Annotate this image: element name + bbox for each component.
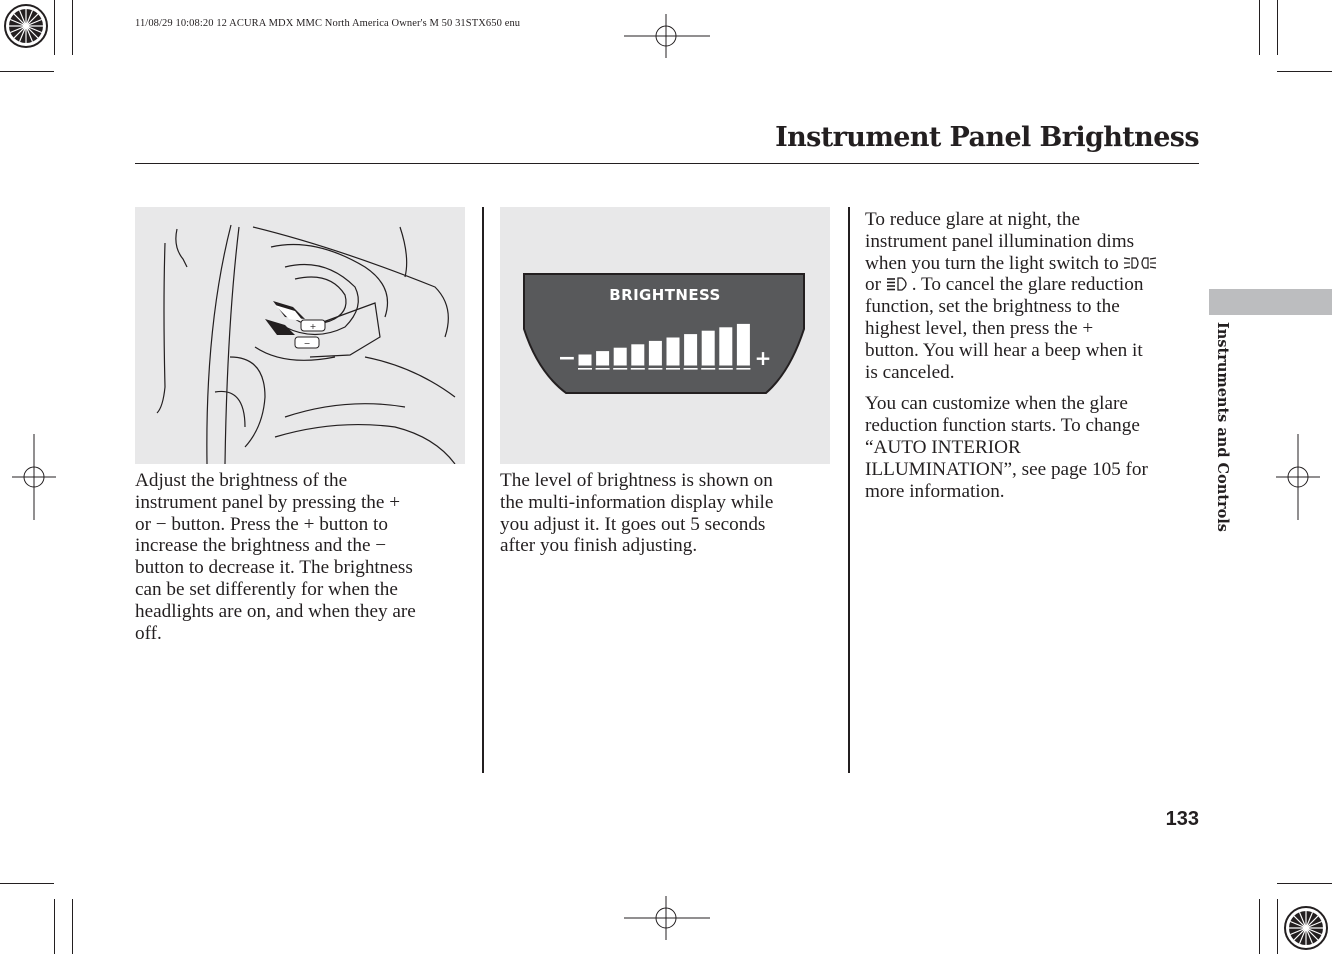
- text-line: headlights are on, and when they are: [135, 600, 416, 622]
- text-line: instrument panel by pressing the +: [135, 491, 401, 513]
- brightness-level-underline: [719, 368, 733, 370]
- text-line: more information.: [865, 480, 1005, 502]
- text-line: highest level, then press the +: [865, 317, 1094, 339]
- brightness-level-underline: [684, 368, 698, 370]
- crosshair-icon: [1276, 434, 1320, 520]
- text-line: after you finish adjusting.: [500, 535, 698, 557]
- column-3-text: [865, 209, 1205, 502]
- brightness-level-underline: [578, 368, 592, 370]
- crosshair-icon: [624, 896, 710, 940]
- section-tab-label: Instruments and Controls: [1214, 322, 1231, 532]
- brightness-level-bar: [597, 352, 609, 365]
- brightness-level-underline: [613, 368, 627, 370]
- brightness-level-underline: [648, 368, 662, 370]
- text-span: . To cancel the glare reduction: [911, 274, 1144, 296]
- crosshair-icon: [624, 14, 710, 58]
- brightness-level-bar: [614, 348, 626, 365]
- brightness-level-underline: [701, 368, 715, 370]
- text-line: is canceled.: [865, 361, 955, 383]
- display-brightness-label: BRIGHTNESS: [609, 286, 721, 304]
- text-line: can be set differently for when the: [135, 578, 398, 600]
- column-divider: [482, 207, 484, 773]
- text-line: The level of brightness is shown on: [500, 470, 773, 491]
- text-line: button to decrease it. The brightness: [135, 557, 413, 579]
- column-1-text: [135, 470, 475, 644]
- text-line: To reduce glare at night, the: [865, 209, 1080, 230]
- section-tab: [1209, 289, 1332, 315]
- text-line: the multi-information display while: [500, 491, 774, 513]
- page-number: 133: [1165, 808, 1199, 830]
- text-line: or − button. Press the + button to: [135, 513, 388, 535]
- registration-mark-icon: [3, 3, 49, 49]
- text-line: ILLUMINATION”, see page 105 for: [865, 458, 1148, 480]
- brightness-plus-button-label: +: [309, 322, 317, 331]
- brightness-level-bar: [632, 345, 644, 365]
- text-line: Adjust the brightness of the: [135, 470, 348, 491]
- brightness-level-bar: [667, 338, 679, 365]
- text-span: or: [865, 274, 886, 296]
- text-line: [865, 253, 1205, 275]
- display-plus-symbol: +: [754, 346, 772, 370]
- headlights-icon: [886, 276, 912, 292]
- dash-button-illustration: [135, 207, 465, 464]
- brightness-level-underline: [666, 368, 680, 370]
- text-line: button. You will hear a beep when it: [865, 339, 1143, 361]
- brightness-minus-button-label: −: [303, 339, 311, 348]
- title-rule: [135, 163, 1199, 164]
- brightness-level-underline: [596, 368, 610, 370]
- registration-mark-icon: [1283, 905, 1329, 951]
- brightness-level-bar: [685, 335, 697, 365]
- text-line: off.: [135, 622, 162, 644]
- text-line: [865, 274, 1205, 296]
- text-line: You can customize when the glare: [865, 393, 1128, 415]
- brightness-level-bar: [737, 324, 749, 365]
- display-panel: [500, 207, 830, 464]
- text-line: increase the brightness and the −: [135, 535, 387, 557]
- brightness-level-bar: [579, 355, 591, 365]
- text-line: “AUTO INTERIOR: [865, 436, 1021, 458]
- text-line: you adjust it. It goes out 5 seconds: [500, 513, 766, 535]
- text-span: when you turn the light switch to: [865, 252, 1124, 274]
- brightness-level-underline: [736, 368, 750, 370]
- display-minus-symbol: −: [557, 346, 577, 371]
- brightness-level-bar: [702, 331, 714, 365]
- column-divider: [848, 207, 850, 773]
- text-line: function, set the brightness to the: [865, 296, 1120, 318]
- parking-lights-icon: [1123, 255, 1157, 271]
- brightness-level-bar: [720, 328, 732, 365]
- brightness-display-illustration: [500, 207, 830, 464]
- print-slug: 11/08/29 10:08:20 12 ACURA MDX MMC North America Owner's M 50 31STX650 enu: [135, 18, 521, 29]
- text-line: instrument panel illumination dims: [865, 230, 1135, 252]
- brightness-level-bar: [649, 341, 661, 365]
- text-line: reduction function starts. To change: [865, 415, 1140, 437]
- brightness-level-underline: [631, 368, 645, 370]
- crosshair-icon: [12, 434, 56, 520]
- page-title: Instrument Panel Brightness: [775, 122, 1199, 153]
- column-2-text: [500, 470, 840, 557]
